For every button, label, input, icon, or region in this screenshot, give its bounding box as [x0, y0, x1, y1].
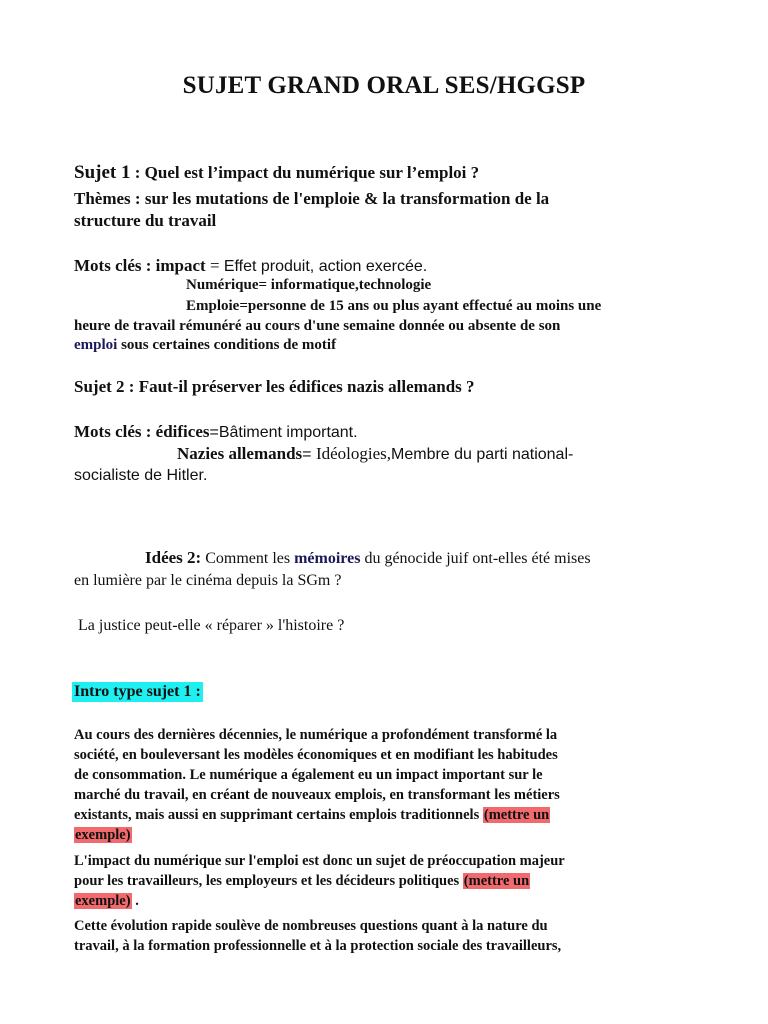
sujet2-mots-label: Mots clés :	[74, 422, 156, 441]
sujet1-mots-cles	[74, 256, 427, 276]
intro-p2-line3	[74, 891, 694, 911]
mot-nazies-def-sans: Membre du parti national-	[391, 446, 574, 463]
idees2-question2: La justice peut-elle « réparer » l'histoire ?	[78, 617, 345, 634]
page-title: SUJET GRAND ORAL SES/HGGSP	[182, 72, 586, 99]
intro-p2-line2	[74, 871, 694, 891]
intro-p3-line1: Cette évolution rapide soulève de nombreuses questions quant à la nature du	[74, 918, 548, 934]
mot-impact-eq: =	[205, 256, 224, 275]
idees2-text-before: Comment les	[201, 550, 295, 567]
idees2-text-after: du génocide juif ont-elles été mises	[360, 550, 591, 567]
mot-impact-def: Effet produit, action exercée.	[223, 258, 428, 275]
mot-edifices: édifices	[155, 422, 210, 441]
mettre-exemple-highlight-3: (mettre un	[463, 873, 530, 889]
sujet2-mots-cles	[74, 422, 358, 442]
emploi-term: emploi	[74, 337, 118, 353]
mots-cles-label: Mots clés :	[74, 256, 156, 275]
intro-p1-line5-text: existants, mais aussi en supprimant certains emplois traditionnels	[74, 807, 483, 823]
intro-heading-highlight: Intro type sujet 1 :	[74, 683, 201, 700]
mettre-exemple-highlight: (mettre un	[483, 807, 550, 823]
sujet2-heading: Sujet 2 : Faut-il préserver les édifices nazis allemands ?	[74, 377, 475, 396]
sujet1-heading	[74, 162, 479, 184]
intro-p1-line: société, en bouleversant les modèles économiques et en modifiant les habitudes	[74, 747, 558, 763]
mot-emploie-line1: Emploie=personne de 15 ans ou plus ayant effectué au moins une	[186, 298, 602, 314]
intro-p2-line1: L'impact du numérique sur l'emploi est donc un sujet de préoccupation majeur	[74, 853, 565, 869]
emploi-rest: sous certaines conditions de motif	[117, 337, 337, 353]
intro-paragraph-3	[74, 916, 694, 956]
mot-nazies-eq: =	[302, 446, 316, 463]
intro-p1-line: de consommation. Le numérique a également eu un impact important sur le	[74, 767, 543, 783]
intro-p1-line: Au cours des dernières décennies, le numérique a profondément transformé la	[74, 727, 558, 743]
mot-edifices-def: =Bâtiment important.	[209, 424, 358, 441]
mettre-exemple-highlight-4: exemple)	[75, 893, 131, 909]
mot-emploie-line3	[74, 337, 336, 354]
mot-nazies-line2: socialiste de Hitler.	[74, 467, 208, 484]
sujet1-question: Quel est l’impact du numérique sur l’emploi ?	[144, 163, 480, 182]
sujet1-themes-line1: Thèmes : sur les mutations de l'emploie & la transformation de la	[74, 189, 550, 208]
intro-paragraph-2	[74, 851, 694, 911]
intro-paragraph-1	[74, 725, 694, 845]
intro-heading	[72, 683, 203, 701]
intro-p1-line6	[74, 825, 694, 845]
intro-p2-line2-text: pour les travailleurs, les employeurs et les décideurs politiques	[74, 873, 463, 889]
mot-nazies	[177, 444, 573, 464]
mot-numerique: Numérique= informatique,technologie	[186, 277, 432, 293]
intro-p2-end: .	[131, 893, 139, 909]
sujet1-label: Sujet 1	[74, 162, 131, 183]
intro-p1-line: marché du travail, en créant de nouveaux emplois, en transformant les métiers	[74, 787, 560, 803]
mot-nazies-def-serif: Idéologies,	[315, 444, 392, 463]
intro-p3-line2: travail, à la formation professionnelle et à la protection sociale des travailleurs,	[74, 938, 562, 954]
intro-p1-line5	[74, 805, 694, 825]
idees2-label: Idées 2:	[145, 548, 202, 567]
mot-nazies-term: Nazies allemands	[177, 444, 303, 463]
mot-impact: impact	[155, 256, 206, 275]
mettre-exemple-highlight-2: exemple)	[75, 827, 131, 843]
sujet1-themes-line2: structure du travail	[74, 211, 217, 230]
idees2-line1	[145, 548, 591, 568]
sujet1-colon: :	[130, 163, 145, 182]
mot-emploie-line2: heure de travail rémunéré au cours d'une semaine donnée ou absente de son	[74, 318, 561, 334]
idees2-keyword: mémoires	[294, 550, 361, 567]
idees2-line2: en lumière par le cinéma depuis la SGm ?	[74, 572, 342, 589]
